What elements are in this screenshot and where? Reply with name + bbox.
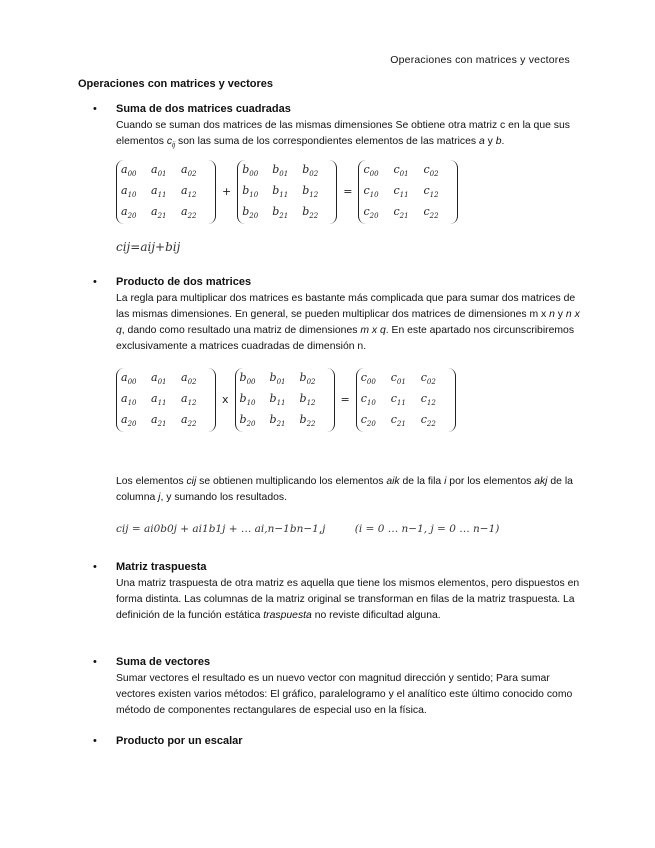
bullet-icon: • — [93, 656, 97, 668]
matrix-entry: $b_{02}$ — [299, 371, 316, 387]
matrix-entry: $c_{21}$ — [393, 205, 409, 221]
matrix-entry: $b_{11}$ — [272, 184, 289, 200]
section-text-producto-matrices — [116, 291, 586, 355]
text-fragment: son las suma de los correspondientes elementos de las matrices — [175, 136, 479, 147]
matrix-entry: $b_{11}$ — [269, 392, 286, 408]
plus-operator: + — [222, 185, 232, 199]
variable-nxq: n x q — [116, 309, 580, 336]
matrix-entry: $a_{00}$ — [121, 371, 137, 387]
matrix-entry: $a_{11}$ — [151, 392, 167, 408]
variable-a: a — [478, 136, 485, 147]
matrix-sum-equation — [116, 160, 458, 224]
variable-cij: cij — [186, 476, 197, 487]
matrix-entry: $b_{01}$ — [269, 371, 286, 387]
section-text-suma-matrices — [116, 118, 586, 154]
variable-i: i — [444, 476, 447, 487]
variable-j: j — [158, 492, 161, 503]
matrix-entry: $b_{10}$ — [242, 184, 259, 200]
matrix-entry: $a_{21}$ — [151, 205, 167, 221]
matrix-entry: $a_{12}$ — [181, 184, 197, 200]
matrix-entry: $c_{20}$ — [363, 205, 379, 221]
variable-aik: aik — [386, 476, 400, 487]
section-heading-producto-escalar: Producto por un escalar — [116, 735, 243, 747]
matrix-entry: $c_{01}$ — [393, 163, 409, 179]
matrix-entry: $b_{02}$ — [302, 163, 319, 179]
text-fragment: y — [484, 136, 496, 147]
variable-mxq: m x q — [360, 325, 386, 336]
bullet-icon: • — [93, 735, 97, 747]
matrix-entry: $a_{12}$ — [181, 392, 197, 408]
section-text-suma-vectores: Sumar vectores el resultado es un nuevo vector con magnitud dirección y sentido; Para sumar vectores existen varios métodos: El gráfico, paralelogramo y el analítico este último conocido como método de componentes rectangulares de especial uso en la física. — [116, 673, 573, 716]
matrix-entry: $b_{20}$ — [239, 413, 256, 429]
matrix-entry: $b_{01}$ — [272, 163, 289, 179]
matrix-c — [358, 160, 458, 224]
matrix-entry: $b_{12}$ — [302, 184, 319, 200]
section-heading-producto-matrices: Producto de dos matrices — [116, 276, 252, 288]
matrix-entry: $a_{10}$ — [121, 392, 137, 408]
variable-traspuesta: traspuesta — [263, 610, 312, 621]
variable-n: n — [549, 309, 555, 320]
text-fragment: , y sumando los resultados. — [160, 492, 287, 503]
section-text-matriz-traspuesta — [116, 576, 586, 624]
matrix-entry: $a_{02}$ — [181, 163, 197, 179]
variable-akj: akj — [534, 476, 548, 487]
matrix-entry: $a_{02}$ — [181, 371, 197, 387]
product-sum-range: (i = 0 … n−1, j = 0 … n−1) — [354, 523, 500, 535]
matrix-b — [237, 160, 337, 224]
matrix-entry: $b_{21}$ — [269, 413, 286, 429]
matrix-entry: $c_{00}$ — [360, 371, 376, 387]
variable-c: c — [166, 136, 173, 147]
matrix-entry: $a_{11}$ — [151, 184, 167, 200]
text-fragment: . — [501, 136, 505, 147]
matrix-entry: $c_{02}$ — [420, 371, 436, 387]
sum-formula: cij=aij+bij — [116, 240, 181, 254]
matrix-entry: $a_{22}$ — [181, 205, 197, 221]
matrix-entry: $c_{10}$ — [363, 184, 379, 200]
matrix-entry: $a_{22}$ — [181, 413, 197, 429]
matrix-entry: $b_{12}$ — [299, 392, 316, 408]
matrix-entry: $b_{10}$ — [239, 392, 256, 408]
text-fragment: se obtienen multiplicando los elementos — [196, 476, 387, 487]
matrix-a — [116, 160, 216, 224]
matrix-entry: $b_{22}$ — [299, 413, 316, 429]
matrix-entry: $b_{21}$ — [272, 205, 289, 221]
matrix-entry: $c_{11}$ — [390, 392, 406, 408]
subscript-ij: ij — [172, 142, 176, 150]
matrix-entry: $a_{20}$ — [121, 205, 137, 221]
matrix-entry: $c_{11}$ — [393, 184, 409, 200]
text-fragment: de la fila — [399, 476, 445, 487]
product-sum-expression: cij = ai0b0j + ai1b1j + … ai,n−1bn−1,j — [116, 523, 326, 535]
times-operator: x — [222, 393, 229, 407]
product-elements-text — [116, 474, 586, 506]
section-heading-suma-matrices: Suma de dos matrices cuadradas — [116, 103, 291, 115]
text-fragment: , dando como resultado una matriz de dimensiones — [121, 325, 361, 336]
text-fragment: Los elementos — [116, 476, 187, 487]
matrix-c — [356, 368, 456, 432]
text-fragment: y — [554, 309, 566, 320]
matrix-b — [235, 368, 335, 432]
bullet-icon: • — [93, 103, 97, 115]
equals-operator: = — [343, 185, 353, 199]
section-heading-suma-vectores: Suma de vectores — [116, 656, 211, 668]
matrix-entry: $b_{22}$ — [302, 205, 319, 221]
text-fragment: La regla para multiplicar dos matrices es bastante más complicada que para sumar dos matrices de las mismas dimensiones. En general, se pueden multiplicar dos matrices de dimensiones m x — [116, 293, 576, 320]
bullet-icon: • — [93, 276, 97, 288]
matrix-entry: $a_{00}$ — [121, 163, 137, 179]
variable-b: b — [495, 136, 502, 147]
matrix-entry: $b_{00}$ — [242, 163, 259, 179]
matrix-entry: $a_{01}$ — [151, 371, 167, 387]
matrix-a — [116, 368, 216, 432]
text-fragment: no reviste dificultad alguna. — [311, 610, 441, 621]
text-fragment: . En este apartado nos circunscribiremos exclusivamente a matrices cuadradas de dimensión n. — [116, 325, 575, 352]
equals-operator: = — [340, 393, 350, 407]
running-header: Operaciones con matrices y vectores — [390, 54, 570, 66]
matrix-entry: $a_{20}$ — [121, 413, 137, 429]
section-heading-matriz-traspuesta: Matriz traspuesta — [116, 561, 207, 573]
matrix-product-equation — [116, 368, 456, 432]
text-fragment: por los elementos — [446, 476, 535, 487]
matrix-entry: $c_{12}$ — [420, 392, 436, 408]
matrix-entry: $c_{22}$ — [420, 413, 436, 429]
text-fragment: Una matriz traspuesta de otra matriz es aquella que tiene los mismos elementos, pero dispuestos en forma distinta. Las columnas de la matriz original se transforman en filas de la matriz traspuesta. La definición de la función estática — [116, 578, 580, 621]
matrix-entry: $c_{20}$ — [360, 413, 376, 429]
matrix-entry: $c_{22}$ — [423, 205, 439, 221]
matrix-entry: $c_{21}$ — [390, 413, 406, 429]
text-fragment: de la columna — [116, 476, 573, 503]
document-title: Operaciones con matrices y vectores — [78, 78, 274, 90]
matrix-entry: $b_{00}$ — [239, 371, 256, 387]
matrix-entry: $c_{00}$ — [363, 163, 379, 179]
matrix-entry: $c_{01}$ — [390, 371, 406, 387]
bullet-icon: • — [93, 561, 97, 573]
matrix-entry: $b_{20}$ — [242, 205, 259, 221]
product-sum-formula — [116, 523, 499, 535]
matrix-entry: $a_{01}$ — [151, 163, 167, 179]
text-fragment: Cuando se suman dos matrices de las mismas dimensiones Se obtiene otra matriz c en la que sus elementos — [116, 120, 570, 147]
matrix-entry: $a_{21}$ — [151, 413, 167, 429]
matrix-entry: $c_{02}$ — [423, 163, 439, 179]
matrix-entry: $a_{10}$ — [121, 184, 137, 200]
matrix-entry: $c_{12}$ — [423, 184, 439, 200]
matrix-entry: $c_{10}$ — [360, 392, 376, 408]
